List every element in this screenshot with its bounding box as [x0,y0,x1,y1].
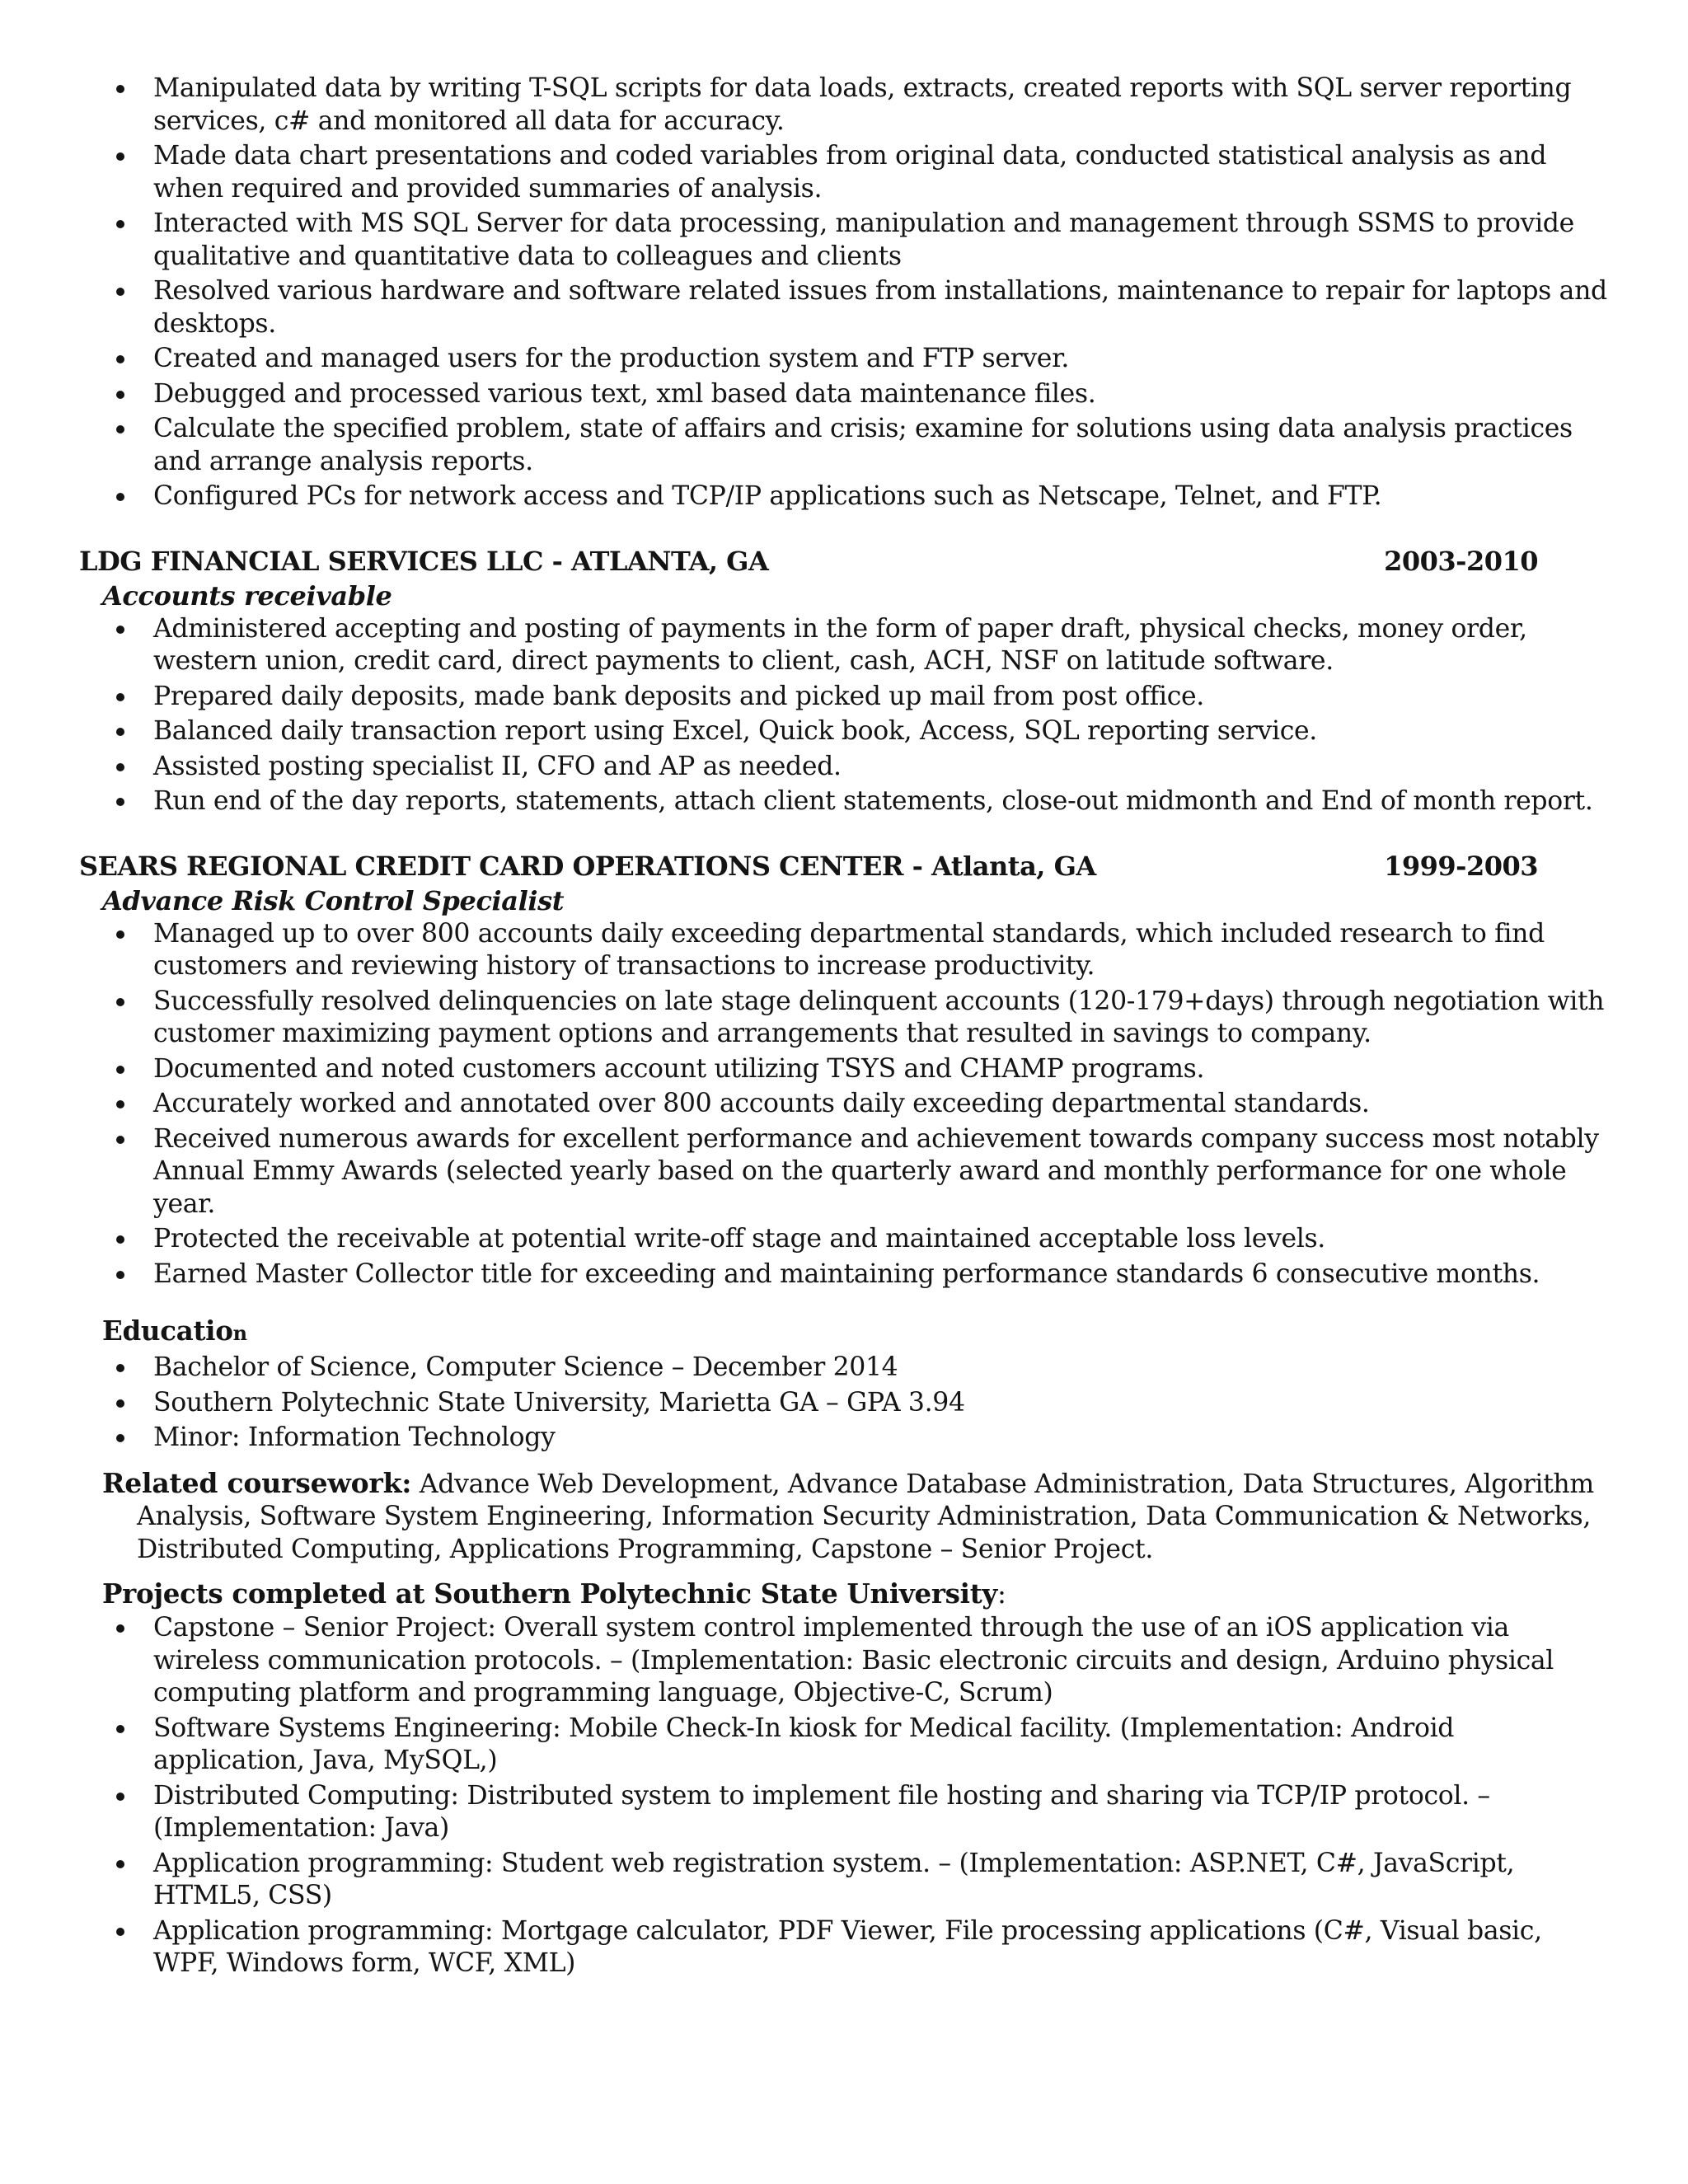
company-name: SEARS REGIONAL CREDIT CARD OPERATIONS CENTER - Atlanta, GA [79,850,1096,882]
intro-bullet-list [79,73,1612,513]
projects-bullet-list [79,1612,1612,1980]
job-title: Accounts receivable [102,579,392,612]
list-item: Bachelor of Science, Computer Science – December 2014 [79,1352,1612,1385]
projects-heading: Projects completed at Southern Polytechnic State University: [102,1577,1006,1610]
coursework-text: Advance Web Development, Advance Database Administration, Data Structures, Algorithm Analysis, Software System Engineering, Information Security Administration, Data Communication & Networks, Distributed Computing, Applications Programming, Capstone – Senior Project. [137,1469,1594,1564]
bullet-icon [116,998,124,1006]
list-item: Managed up to over 800 accounts daily exceeding departmental standards, which included research to find customers and reviewing history of transactions to increase productivity. [79,918,1612,983]
list-item: Protected the receivable at potential write-off stage and maintained acceptable loss levels. [79,1223,1612,1256]
job-dates: 2003-2010 [1384,545,1538,577]
list-item: Administered accepting and posting of payments in the form of paper draft, physical checks, money order, western union, credit card, direct payments to client, cash, ACH, NSF on latitude software. [79,613,1612,678]
bullet-icon [116,1725,124,1733]
bullet-icon [116,1928,124,1936]
list-item: Documented and noted customers account utilizing TSYS and CHAMP programs. [79,1053,1612,1086]
list-item: Application programming: Student web registration system. – (Implementation: ASP.NET, C#, JavaScript, HTML5, CSS) [79,1848,1612,1913]
bullet-icon [116,693,124,701]
bullet-icon [116,152,124,161]
list-item: Received numerous awards for excellent performance and achievement towards company success most notably Annual Emmy Awards (selected yearly based on the quarterly award and monthly performance for one whole year. [79,1123,1612,1221]
bullet-icon [116,288,124,296]
list-item: Distributed Computing: Distributed system to implement file hosting and sharing via TCP/IP protocol. – (Implementation: Java) [79,1780,1612,1845]
list-item: Southern Polytechnic State University, Marietta GA – GPA 3.94 [79,1387,1612,1420]
list-item: Configured PCs for network access and TCP/IP applications such as Netscape, Telnet, and FTP. [79,480,1612,513]
list-item: Prepared daily deposits, made bank deposits and picked up mail from post office. [79,681,1612,714]
job-header-ldg [79,544,1538,579]
bullet-icon [116,391,124,399]
bullet-icon [116,1100,124,1108]
list-item: Assisted posting specialist II, CFO and AP as needed. [79,751,1612,784]
bullet-icon [116,493,124,501]
bullet-icon [116,85,124,93]
bullet-icon [116,220,124,228]
list-item: Created and managed users for the production system and FTP server. [79,343,1612,376]
list-item: Balanced daily transaction report using Excel, Quick book, Access, SQL reporting service. [79,715,1612,748]
bullet-icon [116,1793,124,1801]
education-bullet-list [79,1352,1612,1455]
bullet-icon [116,1364,124,1372]
list-item: Calculate the specified problem, state of affairs and crisis; examine for solutions using data analysis practices and arrange analysis reports. [79,413,1612,478]
list-item: Debugged and processed various text, xml based data maintenance files. [79,378,1612,411]
bullet-icon [116,1235,124,1244]
list-item: Accurately worked and annotated over 800 accounts daily exceeding departmental standards. [79,1088,1612,1121]
list-item: Made data chart presentations and coded variables from original data, conducted statistical analysis as and when required and provided summaries of analysis. [79,140,1612,205]
job-bullet-list-ldg [79,613,1612,818]
company-name: LDG FINANCIAL SERVICES LLC - ATLANTA, GA [79,545,769,577]
list-item: Earned Master Collector title for exceeding and maintaining performance standards 6 consecutive months. [79,1258,1612,1291]
bullet-icon [116,1860,124,1868]
bullet-icon [116,626,124,634]
bullet-icon [116,930,124,939]
bullet-icon [116,763,124,771]
list-item: Minor: Information Technology [79,1422,1612,1455]
bullet-icon [116,1624,124,1633]
bullet-icon [116,425,124,434]
list-item: Run end of the day reports, statements, attach client statements, close-out midmonth and End of month report. [79,785,1612,818]
job-bullet-list-sears [79,918,1612,1291]
list-item: Resolved various hardware and software related issues from installations, maintenance to repair for laptops and desktops. [79,275,1612,340]
bullet-icon [116,355,124,363]
bullet-icon [116,1434,124,1442]
list-item: Application programming: Mortgage calculator, PDF Viewer, File processing applications (C#, Visual basic, WPF, Windows form, WCF, XML) [79,1915,1612,1980]
list-item: Capstone – Senior Project: Overall system control implemented through the use of an iOS application via wireless communication protocols. – (Implementation: Basic electronic circuits and design, Arduino physical computing platform and programming language, Objective-C, Scrum) [79,1612,1612,1710]
bullet-icon [116,1066,124,1074]
job-dates: 1999-2003 [1384,850,1538,882]
education-heading: Education [102,1315,247,1347]
resume-page [79,73,1612,1983]
list-item: Software Systems Engineering: Mobile Check-In kiosk for Medical facility. (Implementation: Android application, Java, MySQL,) [79,1713,1612,1778]
bullet-icon [116,1271,124,1279]
bullet-icon [116,798,124,806]
list-item: Interacted with MS SQL Server for data processing, manipulation and management through SSMS to provide qualitative and quantitative data to colleagues and clients [79,208,1612,273]
coursework-paragraph [79,1467,1612,1567]
bullet-icon [116,728,124,736]
bullet-icon [116,1399,124,1408]
job-header-sears [79,849,1538,883]
job-title: Advance Risk Control Specialist [102,884,565,916]
coursework-label: Related coursework: [102,1466,412,1499]
bullet-icon [116,1136,124,1144]
list-item: Successfully resolved delinquencies on late stage delinquent accounts (120-179+days) through negotiation with customer maximizing payment options and arrangements that resulted in savings to company. [79,986,1612,1051]
list-item: Manipulated data by writing T-SQL scripts for data loads, extracts, created reports with SQL server reporting services, c# and monitored all data for accuracy. [79,73,1612,138]
